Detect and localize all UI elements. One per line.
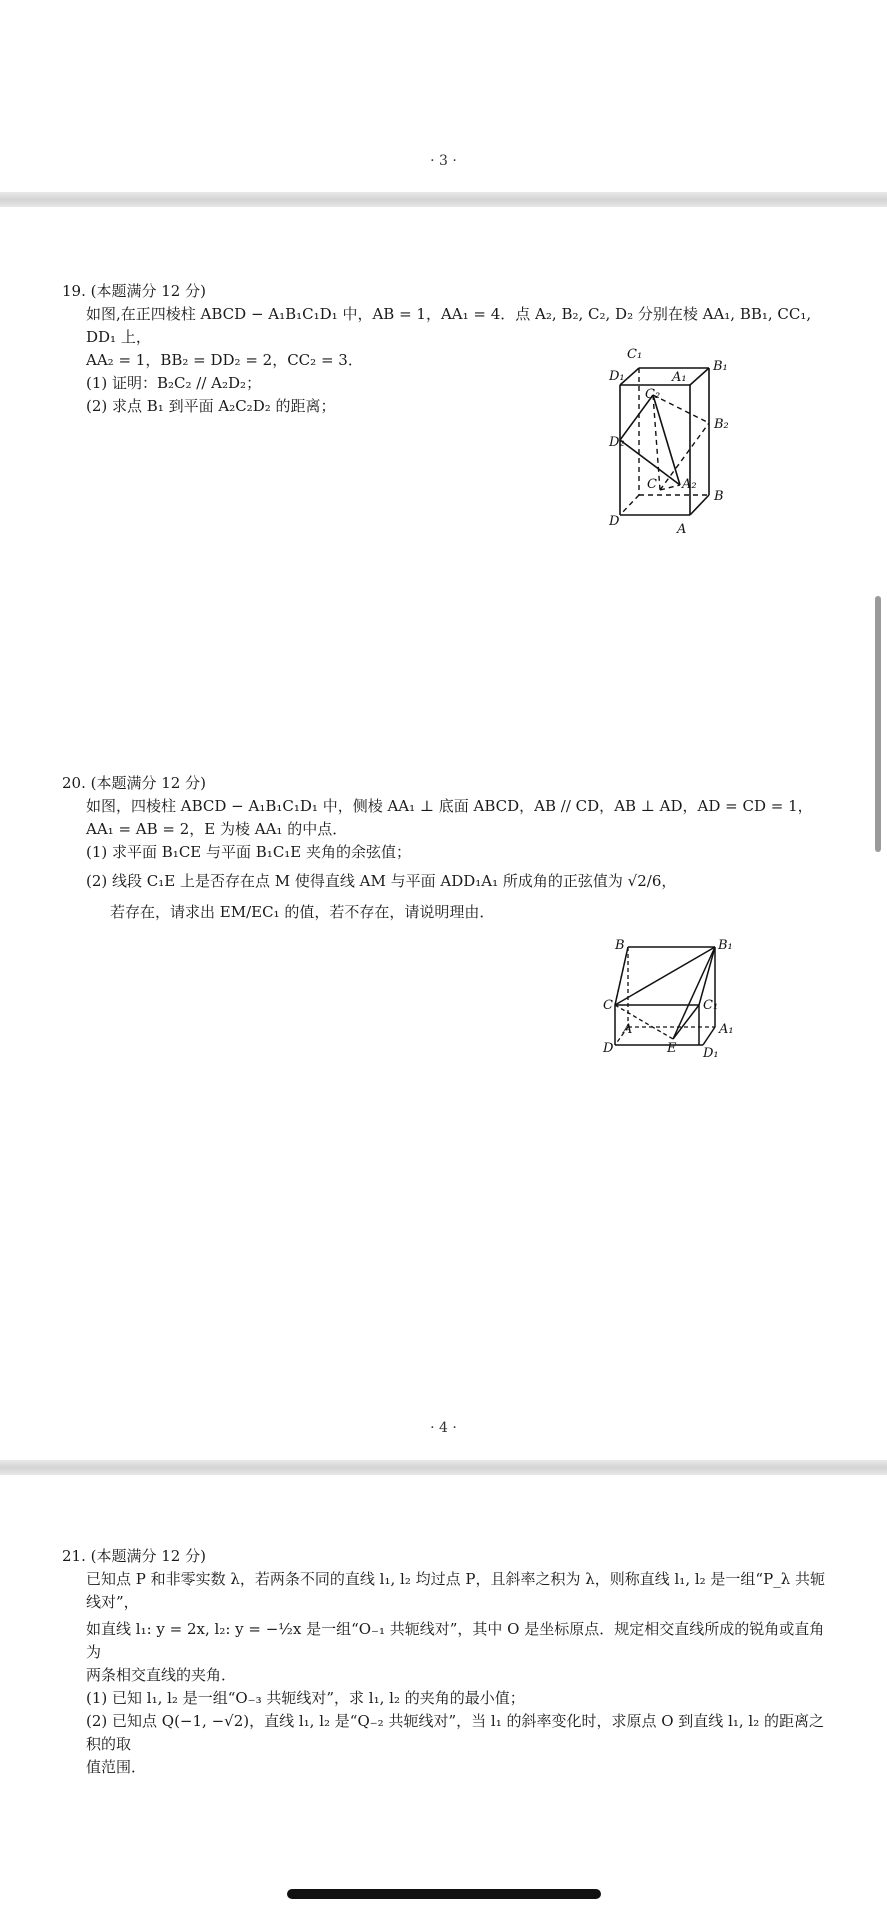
question-19-figure [609,340,735,540]
question-21-heading: 21. (本题满分 12 分) [62,1547,206,1565]
page-separator [0,192,887,207]
figure-label: D [609,514,620,529]
question-19-part-1: (1) 证明：B₂C₂ // A₂D₂； [86,374,262,392]
figure-label: B₁ [713,359,728,374]
page-number: · 4 · [430,1420,457,1436]
question-20 [62,772,832,924]
question-20-heading: 20. (本题满分 12 分) [62,774,206,792]
figure-label: B [714,489,724,504]
figure-label: D [603,1041,614,1056]
question-21-part-2-cont: 值范围． [86,1758,147,1776]
page-separator [0,1460,887,1475]
page-3-bottom [0,0,887,190]
home-indicator[interactable] [287,1889,601,1899]
question-21-line: 如直线 l₁: y = 2x, l₂: y = −½x 是一组“O₋₁ 共轭线对”，其中 O 是坐标原点．规定相交直线所成的锐角或直角为 [86,1620,825,1661]
figure-label: D₁ [703,1046,719,1061]
figure-label: A [623,1022,633,1037]
figure-label: A₁ [672,370,687,385]
question-19-part-2: (2) 求点 B₁ 到平面 A₂C₂D₂ 的距离； [86,397,336,415]
figure-label: C [647,477,657,492]
question-20-part-2: (2) 线段 C₁E 上是否存在点 M 使得直线 AM 与平面 ADD₁A₁ 所成角的正弦值为 √2/6， [86,872,677,890]
scrollbar[interactable] [875,596,881,852]
figure-label: A₁ [719,1022,734,1037]
question-20-figure [603,935,738,1065]
figure-label: A₂ [682,477,697,492]
figure-label: C₁ [703,998,719,1013]
question-19-heading: 19. (本题满分 12 分) [62,282,206,300]
figure-label: D₂ [609,435,625,450]
question-21-part-1: (1) 已知 l₁, l₂ 是一组“O₋₃ 共轭线对”，求 l₁, l₂ 的夹角的最小值； [86,1689,525,1707]
figure-label: B [615,938,625,953]
question-21-line: 两条相交直线的夹角． [86,1666,237,1684]
question-20-part-2-cont: 若存在，请求出 EM/EC₁ 的值，若不存在，请说明理由． [110,903,495,921]
figure-label: C₂ [645,387,661,402]
figure-label: C₁ [627,347,643,362]
figure-label: C [603,998,613,1013]
figure-label: D₁ [609,369,625,384]
question-19-line: AA₂ = 1，BB₂ = DD₂ = 2，CC₂ = 3． [86,351,363,369]
question-21 [62,1545,832,1779]
question-19-line: 如图,在正四棱柱 ABCD − A₁B₁C₁D₁ 中，AB = 1，AA₁ = 4．点 A₂, B₂, C₂, D₂ 分别在棱 AA₁, BB₁, CC₁, DD₁ 上， [86,305,812,346]
figure-label: B₂ [714,417,729,432]
figure-label: B₁ [718,938,733,953]
question-21-line: 已知点 P 和非零实数 λ，若两条不同的直线 l₁, l₂ 均过点 P，且斜率之积为 λ，则称直线 l₁, l₂ 是一组“P_λ 共轭线对”， [86,1570,825,1611]
figure-label: E [667,1041,677,1056]
question-20-part-1: (1) 求平面 B₁CE 与平面 B₁C₁E 夹角的余弦值； [86,843,412,861]
page-number: · 3 · [430,153,457,169]
question-20-line: 如图，四棱柱 ABCD − A₁B₁C₁D₁ 中，侧棱 AA₁ ⊥ 底面 ABCD，AB // CD，AB ⊥ AD，AD = CD = 1， [86,797,813,815]
question-20-line: AA₁ = AB = 2，E 为棱 AA₁ 的中点． [86,820,348,838]
figure-label: A [677,522,687,537]
question-21-part-2: (2) 已知点 Q(−1, −√2)，直线 l₁, l₂ 是“Q₋₂ 共轭线对”，当 l₁ 的斜率变化时，求原点 O 到直线 l₁, l₂ 的距离之积的取 [86,1712,825,1753]
